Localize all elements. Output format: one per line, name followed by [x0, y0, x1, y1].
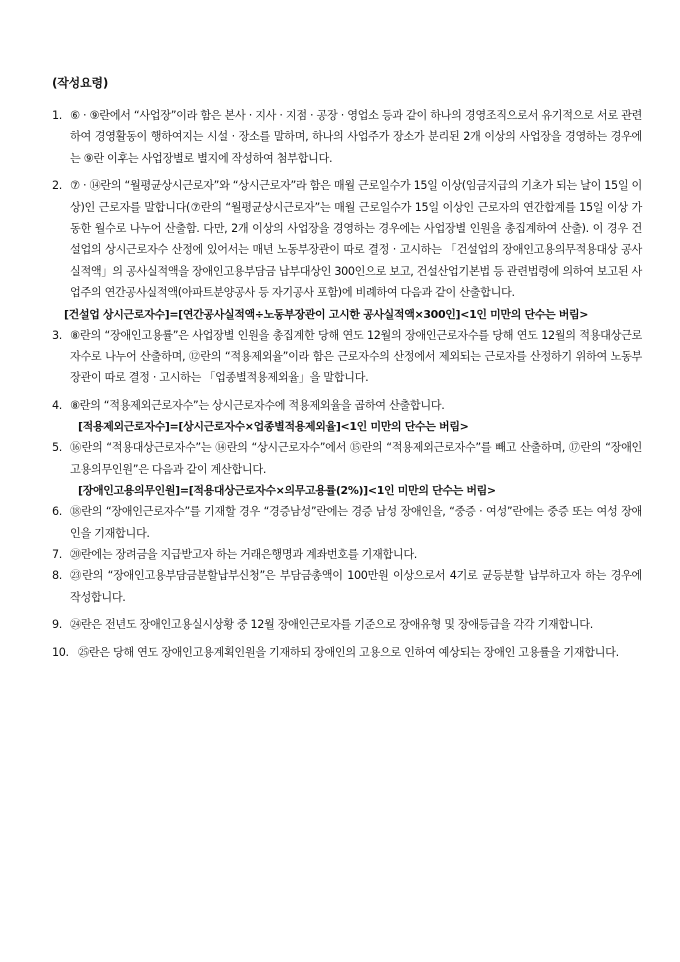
item-number: 10.	[52, 645, 69, 659]
instruction-item-3	[52, 325, 642, 389]
item-number: 1.	[52, 109, 62, 122]
item-number: 5.	[52, 441, 62, 455]
item-text: ⑳란에는 장려금을 지급받고자 하는 거래은행명과 계좌번호를 기재합니다.	[70, 547, 417, 561]
item-number: 8.	[52, 569, 62, 583]
instruction-item-4	[52, 395, 642, 416]
instructions-document	[52, 74, 642, 663]
instruction-item-7	[52, 544, 642, 565]
item-text: ⑧란의 “적용제외근로자수”는 상시근로자수에 적용제외율을 곱하여 산출합니다.	[70, 398, 445, 412]
item-number: 2.	[52, 179, 62, 193]
item-number: 7.	[52, 547, 62, 561]
instruction-item-6	[52, 501, 642, 544]
item-text: ㉔란은 전년도 장애인고용실시상황 중 12월 장애인근로자를 기준으로 장애유형 및 장애등급을 각각 기재합니다.	[70, 618, 593, 632]
item-number: 6.	[52, 505, 62, 519]
item-text: ㉓란의 “장애인고용부담금분할납부신청”은 부담금총액이 100만원 이상으로서 4기로 균등분할 납부하고자 하는 경우에 작성합니다.	[70, 569, 642, 604]
item-text: ⑦ · ⑭란의 “월평균상시근로자”와 “상시근로자”라 함은 매월 근로일수가 15일 이상(임금지급의 기초가 되는 날이 15일 이상)인 근로자를 말합니다(⑦란의 “월평균상시근로자”는 매월 근로일수가 15일 이상인 근로자의 연간합계를 15일 이상 가동한 월수로 나누어 산출함. 다만, 2개 이상의 사업장을 경영하는 경우에는 사업장별 인원을 총집계하여 산출). 이 경우 건설업의 상시근로자수 산정에 있어서는 매년 노동부장관이 따로 결정 · 고시하는 「건설업의 장애인고용의무적용대상 공사실적액」의 공사실적액을 장애인고용부담금 납부대상인 300인으로 보고, 건설산업기본법 등 관련법령에 의하여 보고된 사업주의 연간공사실적액(아파트분양공사 등 자기공사 포함)에 비례하여 다음과 같이 산출합니다.	[70, 179, 642, 300]
item-number: 9.	[52, 618, 62, 632]
instruction-item-5	[52, 437, 642, 480]
construction-formula: [건설업 상시근로자수]=[연간공사실적액÷노동부장관이 고시한 공사실적액×300인]<1인 미만의 단수는 버림>	[64, 307, 589, 321]
exclusion-formula: [적용제외근로자수]=[상시근로자수×업종별적용제외율]<1인 미만의 단수는 버림>	[78, 420, 469, 434]
item-text: ⑧란의 “장애인고용률”은 사업장별 인원을 총집계한 당해 연도 12월의 장애인근로자수를 당해 연도 12월의 적용대상근로자수로 나누어 산출하며, ⑫란의 “적용제외율”이라 함은 근로자수의 산정에서 제외되는 근로자를 산정하기 위하여 노동부장관이 따로 결정 · 고시하는 「업종별적용제외율」을 말합니다.	[70, 328, 642, 385]
obligation-formula: [장애인고용의무인원]=[적용대상근로자수×의무고용률(2%)]<1인 미만의 단수는 버림>	[78, 484, 496, 498]
instruction-item-8	[52, 565, 642, 608]
item-number: 4.	[52, 398, 62, 412]
item-number: 3.	[52, 328, 62, 342]
instruction-item-9	[52, 614, 642, 635]
item-text: ⑥ · ⑨란에서 “사업장”이라 함은 본사 · 지사 · 지점 · 공장 · 영업소 등과 같이 하나의 경영조직으로서 유기적으로 서로 관련하여 경영활동이 행하여지는 시설 · 장소를 말하며, 하나의 사업주가 장소가 분리된 2개 이상의 사업장을 경영하는 경우에는 ⑨란 이후는 사업장별로 별지에 작성하여 첨부합니다.	[70, 109, 642, 165]
item-text: ⑯란의 “적용대상근로자수”는 ⑭란의 “상시근로자수”에서 ⑮란의 “적용제외근로자수”를 빼고 산출하며, ⑰란의 “장애인고용의무인원”은 다음과 같이 계산합니다.	[70, 441, 642, 476]
item-text: ⑱란의 “장애인근로자수”를 기재할 경우 “경증남성”란에는 경증 남성 장애인을, “중증 · 여성”란에는 중증 또는 여성 장애인을 기재합니다.	[70, 505, 642, 540]
instruction-item-1	[52, 105, 642, 169]
instruction-item-10	[52, 642, 642, 663]
item-text: ㉕란은 당해 연도 장애인고용계획인원을 기재하되 장애인의 고용으로 인하여 예상되는 장애인 고용률을 기재합니다.	[78, 645, 619, 659]
instructions-heading: (작성요령)	[52, 76, 109, 90]
instruction-item-2	[52, 175, 642, 303]
